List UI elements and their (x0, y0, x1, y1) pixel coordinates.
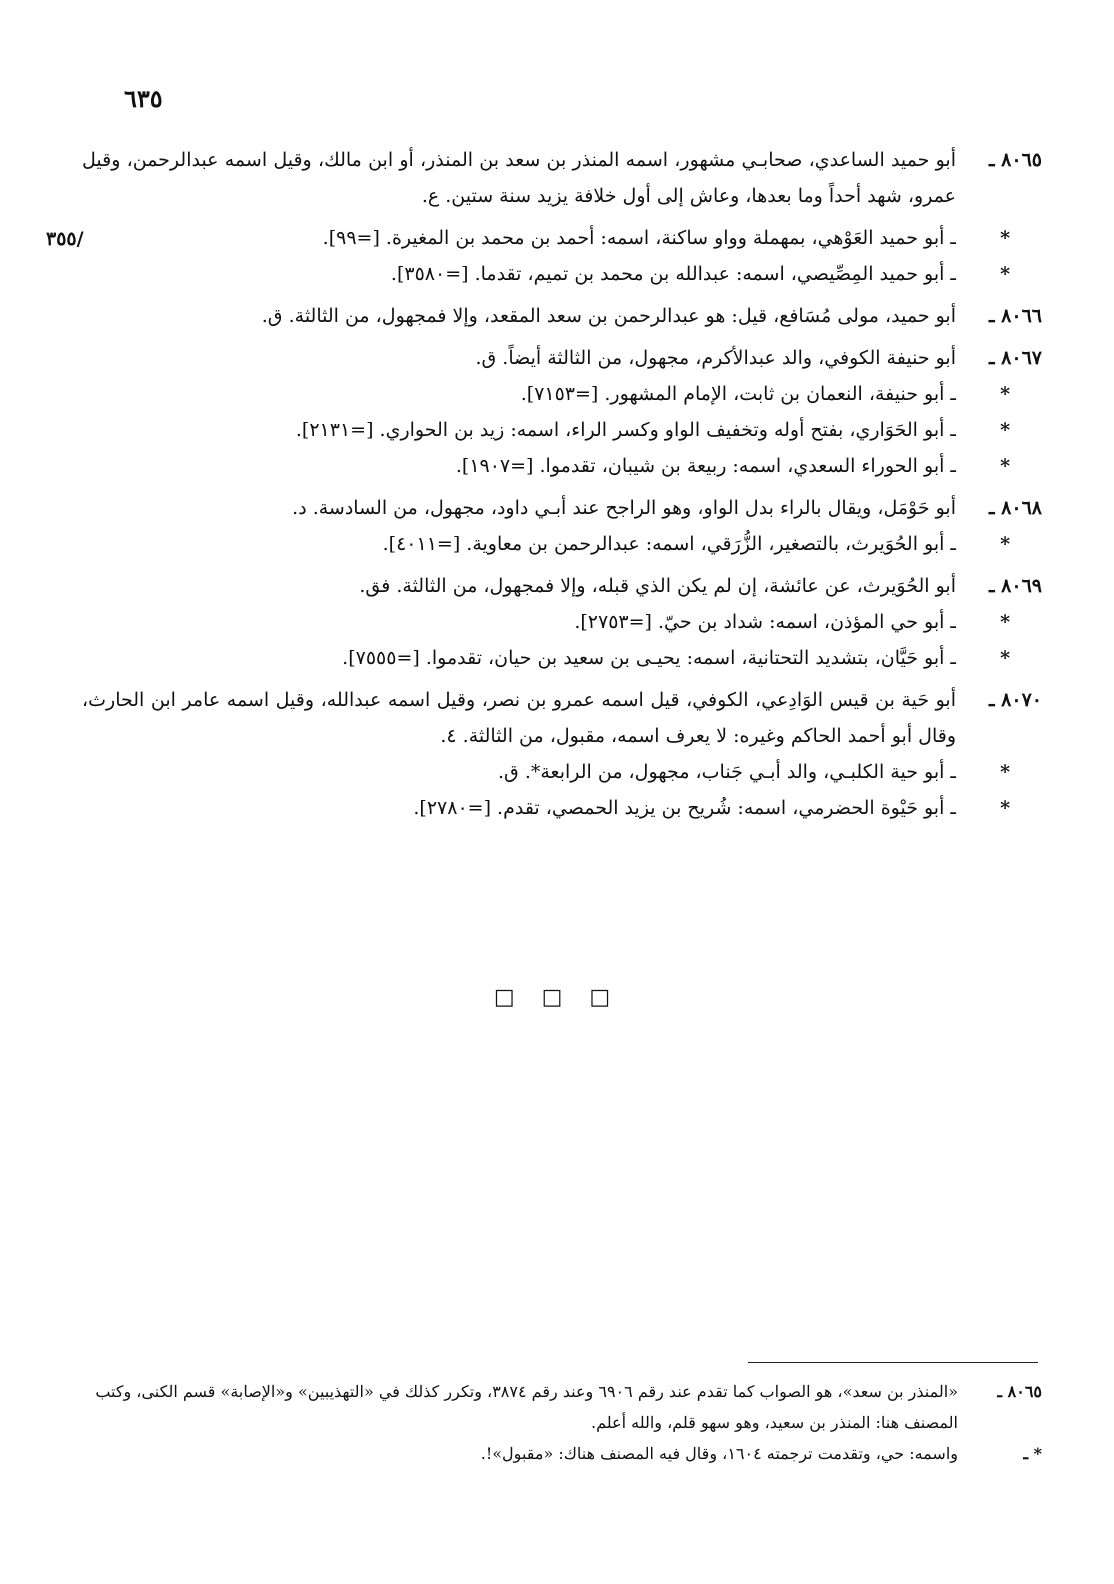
footnote (62, 1438, 1042, 1469)
entry-number: ٨٠٧٠ ـ (988, 689, 1042, 711)
sub-entry-text: ـ أبو الحوراء السعدي، اسمه: ربيعة بن شيبان، تقدموا. [=١٩٠٧]. (455, 455, 956, 477)
sub-entry (82, 256, 1042, 292)
asterisk-marker: * (1000, 419, 1010, 441)
footnote-number: ٨٠٦٥ ـ (997, 1382, 1042, 1401)
sub-entry (82, 526, 1042, 562)
entry-text: أبو حميد الساعدي، صحابـي مشهور، اسمه المنذر بن سعد بن المنذر، أو ابن مالك، وقيل اسمه عبدالرحمن، وقيل عمرو، شهد أحداً وما بعدها، وعاش إلى أول خلافة يزيد سنة ستين. ع. (82, 149, 956, 207)
entry (82, 340, 1042, 376)
asterisk-marker: * (1000, 797, 1010, 819)
entry (82, 142, 1042, 214)
sub-entry (82, 448, 1042, 484)
asterisk-marker: * (1000, 533, 1010, 555)
sub-entry (82, 220, 1042, 256)
sub-entry-text: ـ أبو حنيفة، النعمان بن ثابت، الإمام المشهور. [=٧١٥٣]. (520, 383, 956, 405)
entries-list (82, 142, 1042, 826)
entry (82, 490, 1042, 526)
sub-entry-text: ـ أبو حي المؤذن، اسمه: شداد بن حيّ. [=٢٧٥٣]. (574, 611, 956, 633)
sub-entry-text: ـ أبو حية الكلبـي، والد أبـي جَناب، مجهول، من الرابعة*. ق. (498, 761, 956, 783)
entry-number: ٨٠٦٧ ـ (988, 347, 1042, 369)
sub-entry (82, 640, 1042, 676)
sub-entry (82, 790, 1042, 826)
entry-number: ٨٠٦٦ ـ (988, 305, 1042, 327)
asterisk-marker: * (1000, 227, 1010, 249)
entry (82, 298, 1042, 334)
asterisk-marker: * (1000, 383, 1010, 405)
sub-entry-text: ـ أبو الحَوَاري، بفتح أوله وتخفيف الواو وكسر الراء، اسمه: زيد بن الحواري. [=٢١٣١]. (295, 419, 956, 441)
sub-entry-text: ـ أبو حَيْوة الحضرمي، اسمه: شُريح بن يزيد الحمصي، تقدم. [=٢٧٨٠]. (413, 797, 956, 819)
entry-number: ٨٠٦٩ ـ (988, 575, 1042, 597)
asterisk-marker: * (1000, 611, 1010, 633)
footnote (62, 1376, 1042, 1438)
sub-entry-text: ـ أبو حميد العَوْهي، بمهملة وواو ساكنة، اسمه: أحمد بن محمد بن المغيرة. [=٩٩]. (322, 227, 956, 249)
sub-entry-text: ـ أبو حَيَّان، بتشديد التحتانية، اسمه: يحيـى بن سعيد بن حيان، تقدموا. [=٧٥٥٥]. (342, 647, 956, 669)
entry-text: أبو حنيفة الكوفي، والد عبدالأكرم، مجهول، من الثالثة أيضاً. ق. (475, 347, 956, 369)
entry-text: أبو الحُوَيرث، عن عائشة، إن لم يكن الذي قبله، وإلا فمجهول، من الثالثة. فق. (359, 575, 956, 597)
entry-text: أبو حَوْمَل، ويقال بالراء بدل الواو، وهو الراجح عند أبـي داود، مجهول، من السادسة. د. (292, 497, 956, 519)
asterisk-marker: * (1000, 647, 1010, 669)
sub-entry (82, 412, 1042, 448)
sub-entry (82, 604, 1042, 640)
asterisk-marker: * (1000, 455, 1010, 477)
sub-entry (82, 754, 1042, 790)
footnote-marker: * ـ (1023, 1444, 1042, 1463)
entry (82, 568, 1042, 604)
footnote-text: «المنذر بن سعد»، هو الصواب كما تقدم عند رقم ٦٩٠٦ وعند رقم ٣٨٧٤، وتكرر كذلك في «التهذيبين» و«الإصابة» قسم الكنى، وكتب المصنف هنا: المنذر بن سعيد، وهو سهو قلم، والله أعلم. (95, 1382, 958, 1432)
section-end-marks: □ □ □ (493, 985, 621, 1010)
footnote-separator (748, 1362, 1038, 1363)
asterisk-marker: * (1000, 761, 1010, 783)
entry-text: أبو حَية بن قيس الوَادِعي، الكوفي، قيل اسمه عمرو بن نصر، وقيل اسمه عبدالله، وقيل اسمه عامر ابن الحارث، وقال أبو أحمد الحاكم وغيره: لا يعرف اسمه، مقبول، من الثالثة. ٤. (82, 689, 956, 747)
page-number: ٦٣٥ (124, 84, 163, 113)
entry-number: ٨٠٦٥ ـ (988, 149, 1042, 171)
sub-entry-text: ـ أبو الحُوَيرث، بالتصغير، الزُّرَقي، اسمه: عبدالرحمن بن معاوية. [=٤٠١١]. (382, 533, 956, 555)
entry (82, 682, 1042, 754)
footnote-text: واسمه: حي، وتقدمت ترجمته ١٦٠٤، وقال فيه المصنف هناك: «مقبول»!. (480, 1444, 958, 1463)
entry-text: أبو حميد، مولى مُسَافع، قيل: هو عبدالرحمن بن سعد المقعد، وإلا فمجهول، من الثالثة. ق. (261, 305, 956, 327)
sub-entry (82, 376, 1042, 412)
margin-reference: /٣٥٥ (46, 228, 84, 250)
sub-entry-text: ـ أبو حميد المِصِّيصي، اسمه: عبدالله بن محمد بن تميم، تقدما. [=٣٥٨٠]. (390, 263, 956, 285)
entry-number: ٨٠٦٨ ـ (988, 497, 1042, 519)
asterisk-marker: * (1000, 263, 1010, 285)
footnotes (62, 1376, 1042, 1469)
